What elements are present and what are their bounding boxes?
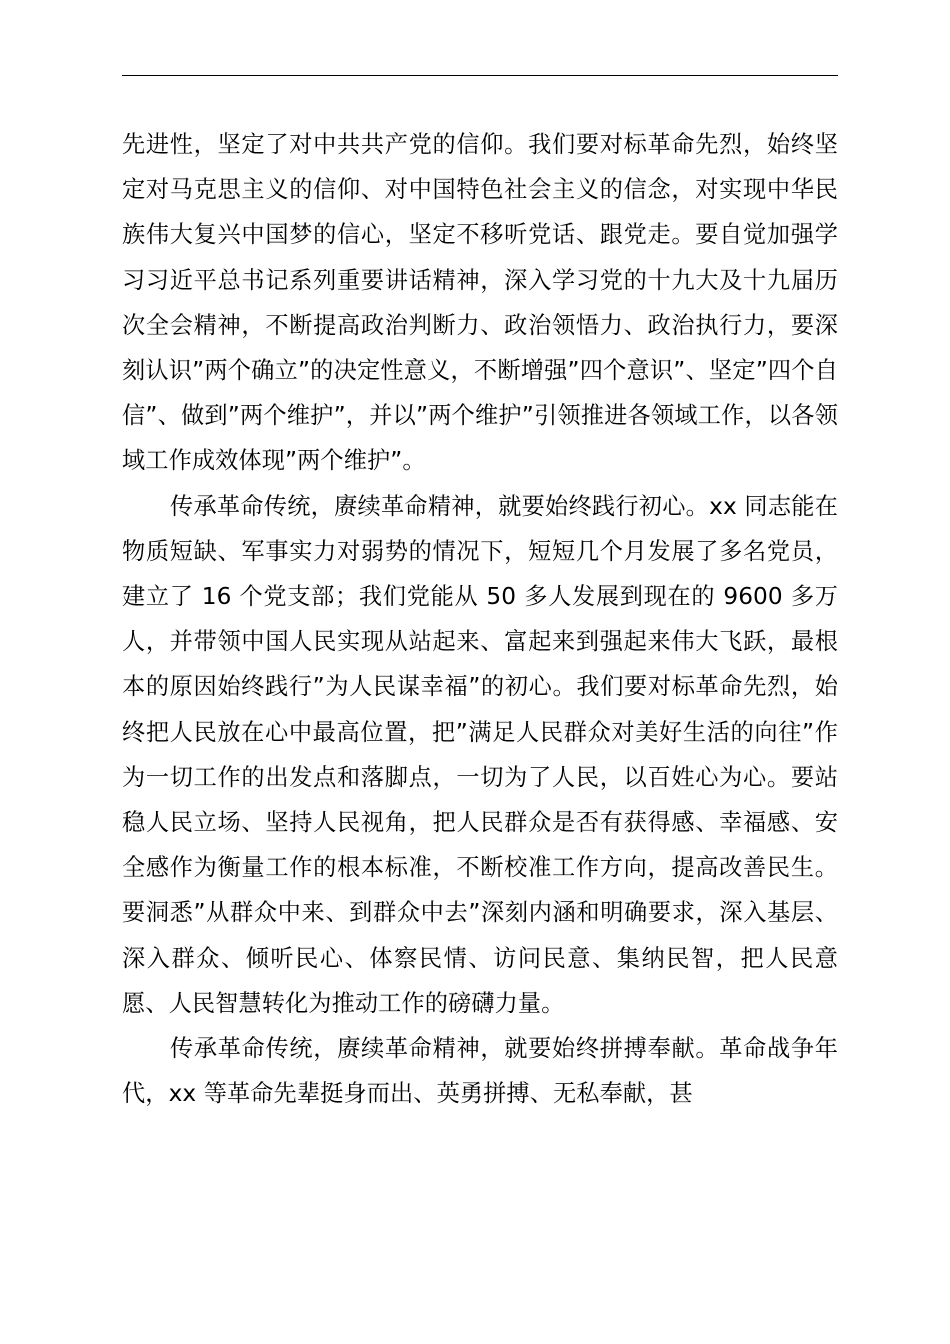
paragraph-practice-original-aspiration: 传承革命传统，赓续革命精神，就要始终践行初心。xx 同志能在物质短缺、军事实力对弱势的情况下，短短几个月发展了多名党员，建立了 16 个党支部；我们党能从 50 多人发展到现在的 9600 多万人，并带领中国人民实现从站起来、富起来到强起来伟大飞跃，最根本的原因始终践行”为人民谋幸福”的初心。我们要对标革命先烈，始终把人民放在心中最高位置，把”满足人民群众对美好生活的向往”作为一切工作的出发点和落脚点，一切为了人民，以百姓心为心。要站稳人民立场、坚持人民视角，把人民群众是否有获得感、幸福感、安全感作为衡量工作的根本标准，不断校准工作方向，提高改善民生。要洞悉”从群众中来、到群众中去”深刻内涵和明确要求，深入基层、深入群众、倾听民心、体察民情、访问民意、集纳民智，把人民意愿、人民智慧转化为推动工作的磅礴力量。 — [122, 492, 838, 1017]
paragraph-continued: 先进性，坚定了对中共共产党的信仰。我们要对标革命先烈，始终坚定对马克思主义的信仰、对中国特色社会主义的信念，对实现中华民族伟大复兴中国梦的信心，坚定不移听党话、跟党走。要自觉加强学习习近平总书记系列重要讲话精神，深入学习党的十九大及十九届历次全会精神，不断提高政治判断力、政治领悟力、政治执行力，要深刻认识”两个确立”的决定性意义，不断增强”四个意识”、坚定”四个自信”、做到”两个维护”，并以”两个维护”引领推进各领域工作，以各领域工作成效体现”两个维护”。 — [122, 131, 838, 475]
document-body — [122, 122, 838, 1116]
paragraph-strive-and-dedicate: 传承革命传统，赓续革命精神，就要始终拼搏奉献。革命战争年代，xx 等革命先辈挺身而出、英勇拼搏、无私奉献，甚 — [122, 1035, 838, 1108]
header-rule — [122, 75, 838, 76]
